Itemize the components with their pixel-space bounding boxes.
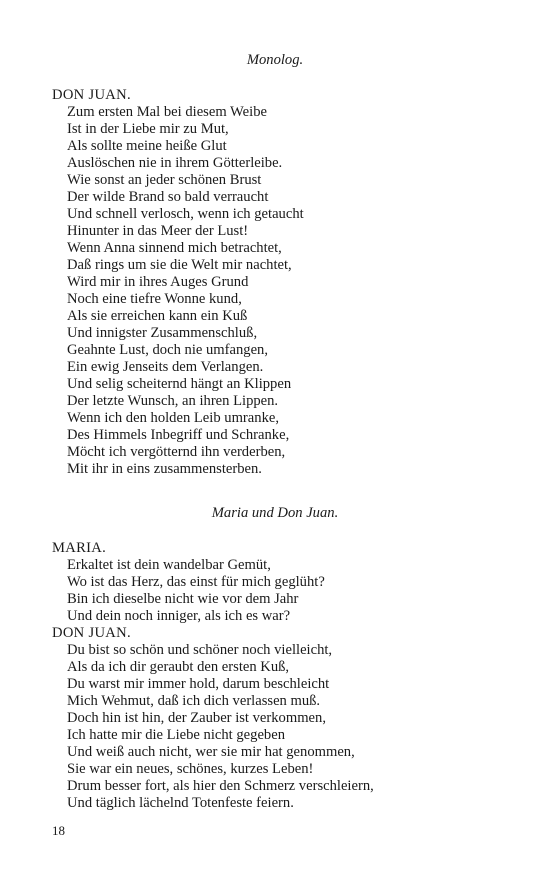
scene-monolog [52,87,522,478]
scene-heading-maria-und-don-juan: Maria und Don Juan. [211,505,339,521]
verse-line: Des Himmels Inbegriff und Schranke, [67,427,290,443]
verse-line: Der letzte Wunsch, an ihren Lippen. [67,393,279,409]
scene-heading-monolog: Monolog. [246,52,304,68]
page-number: 18 [52,823,65,838]
verse-line: Geahnte Lust, doch nie umfangen, [67,342,269,358]
verse-line: Hinunter in das Meer der Lust! [67,223,249,239]
verse-line: Drum besser fort, als hier den Schmerz verschleiern, [67,778,374,794]
verse-line: Als sie erreichen kann ein Kuß [67,308,248,324]
verse-line: Und täglich lächelnd Totenfeste feiern. [67,795,294,811]
verse-line: Und dein noch inniger, als ich es war? [67,608,291,624]
speaker-name: MARIA. [52,540,107,556]
verse-line: Ich hatte mir die Liebe nicht gegeben [67,727,286,743]
verse-line: Zum ersten Mal bei diesem Weibe [67,104,267,120]
verse-line: Möcht ich vergötternd ihn verderben, [67,444,286,460]
verse-line: Ein ewig Jenseits dem Verlangen. [67,359,264,375]
speaker-name: DON JUAN. [52,87,131,103]
verse-line: Du warst mir immer hold, darum beschleicht [67,676,330,692]
verse-line: Noch eine tiefre Wonne kund, [67,291,242,307]
verse-line: Als da ich dir geraubt den ersten Kuß, [67,659,290,675]
speaker-name: DON JUAN. [52,625,131,641]
verse-line: Wo ist das Herz, das einst für mich geglüht? [67,574,325,590]
scene-maria-und-don-juan [52,540,522,812]
verse-line: Mit ihr in eins zusammensterben. [67,461,262,477]
verse-line: Auslöschen nie in ihrem Götterleibe. [67,155,283,171]
verse-line: Doch hin ist hin, der Zauber ist verkommen, [67,710,326,726]
verse-line: Und schnell verlosch, wenn ich getaucht [67,206,304,222]
verse-line: Und innigster Zusammenschluß, [67,325,258,341]
verse-line: Und selig scheiternd hängt an Klippen [67,376,292,392]
verse-line: Du bist so schön und schöner noch vielleicht, [67,642,333,658]
verse-line: Wenn ich den holden Leib umranke, [67,410,279,426]
verse-line: Der wilde Brand so bald verraucht [67,189,269,205]
verse-line: Wird mir in ihres Auges Grund [67,274,249,290]
verse-line: Wie sonst an jeder schönen Brust [67,172,262,188]
verse-line: Daß rings um sie die Welt mir nachtet, [67,257,292,273]
verse-line: Erkaltet ist dein wandelbar Gemüt, [67,557,271,573]
verse-line: Mich Wehmut, daß ich dich verlassen muß. [67,693,321,709]
verse-line: Als sollte meine heiße Glut [67,138,227,154]
verse-line: Ist in der Liebe mir zu Mut, [67,121,229,137]
verse-line: Bin ich dieselbe nicht wie vor dem Jahr [67,591,299,607]
verse-line: Und weiß auch nicht, wer sie mir hat genommen, [67,744,355,760]
verse-line: Sie war ein neues, schönes, kurzes Leben! [67,761,314,777]
verse-line: Wenn Anna sinnend mich betrachtet, [67,240,282,256]
